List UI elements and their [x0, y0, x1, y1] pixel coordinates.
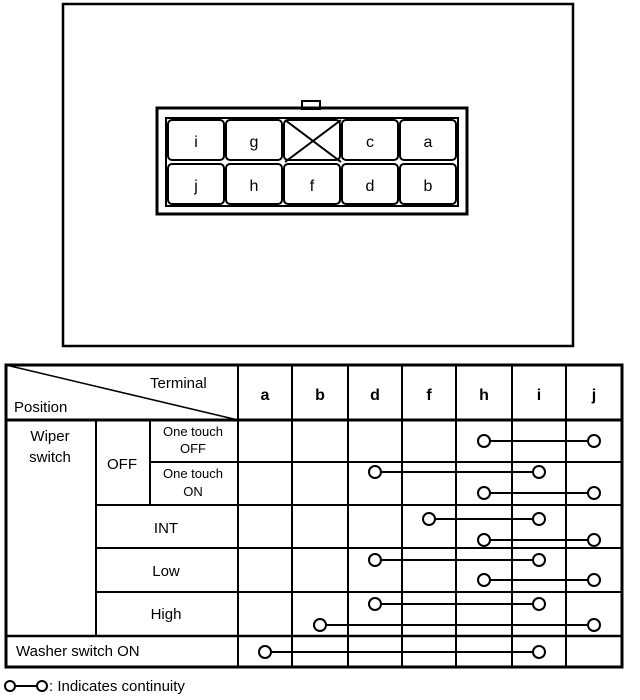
terminal-header-h: h — [479, 387, 489, 404]
pin-j-label: j — [194, 178, 198, 195]
connector-frame — [63, 4, 573, 346]
continuity-one-touch-on-h-j-start-dot — [478, 487, 490, 499]
terminal-header-j: j — [591, 387, 597, 404]
terminal-header-b: b — [315, 387, 325, 404]
high-label: High — [150, 606, 182, 623]
continuity-one-touch-on-d-i-end-dot — [533, 466, 545, 478]
continuity-low-h-j-start-dot — [478, 574, 490, 586]
continuity-one-touch-on-d-i-start-dot — [369, 466, 381, 478]
low-label: Low — [152, 563, 180, 580]
pin-f-label: f — [309, 178, 315, 195]
pin-i-label: i — [194, 134, 198, 151]
continuity-low-h-j-end-dot — [588, 574, 600, 586]
continuity-one-touch-off-h-j-start-dot — [478, 435, 490, 447]
continuity-one-touch-off-h-j-end-dot — [588, 435, 600, 447]
connector-pins — [168, 120, 456, 204]
header-position-label: Position — [14, 399, 68, 416]
terminal-header-d: d — [370, 387, 380, 404]
terminal-header-i: i — [536, 387, 542, 404]
continuity-high-b-j-start-dot — [314, 619, 326, 631]
blank-pin-cross — [285, 120, 341, 162]
terminal-header-a: a — [260, 387, 270, 404]
one-touch-off-label-1: One touch — [163, 424, 223, 439]
int-label: INT — [153, 520, 179, 537]
continuity-one-touch-on-h-j-end-dot — [588, 487, 600, 499]
pin-c-label: c — [366, 134, 374, 151]
continuity-int-f-i-end-dot — [533, 513, 545, 525]
off-label: OFF — [107, 456, 137, 473]
pin-h-label: h — [249, 178, 259, 195]
continuity-high-d-i-end-dot — [533, 598, 545, 610]
terminal-headers — [261, 387, 597, 404]
pin-g-label: g — [249, 134, 259, 151]
continuity-legend-symbol — [5, 681, 47, 691]
pin-a-label: a — [423, 134, 433, 151]
continuity-high-b-j-end-dot — [588, 619, 600, 631]
continuity-int-h-j-start-dot — [478, 534, 490, 546]
wiper-switch-label-2: switch — [29, 449, 71, 466]
terminal-header-f: f — [426, 387, 432, 404]
wiper-switch-label-1: Wiper — [30, 428, 70, 445]
continuity-legend-text: : Indicates continuity — [49, 678, 185, 695]
continuity-low-d-i-start-dot — [369, 554, 381, 566]
continuity-int-h-j-end-dot — [588, 534, 600, 546]
washer-switch-label: Washer switch ON — [16, 643, 140, 660]
continuity-low-d-i-end-dot — [533, 554, 545, 566]
continuity-int-f-i-start-dot — [423, 513, 435, 525]
continuity-washer-switch-on-a-i-end-dot — [533, 646, 545, 658]
continuity-washer-switch-on-a-i-start-dot — [259, 646, 271, 658]
one-touch-on-label-2: ON — [183, 484, 203, 499]
header-terminal-label: Terminal — [150, 375, 207, 392]
one-touch-off-label-2: OFF — [180, 441, 206, 456]
one-touch-on-label-1: One touch — [163, 466, 223, 481]
continuity-marks — [259, 435, 600, 658]
pin-d-label: d — [365, 178, 375, 195]
pin-b-label: b — [423, 178, 433, 195]
continuity-high-d-i-start-dot — [369, 598, 381, 610]
